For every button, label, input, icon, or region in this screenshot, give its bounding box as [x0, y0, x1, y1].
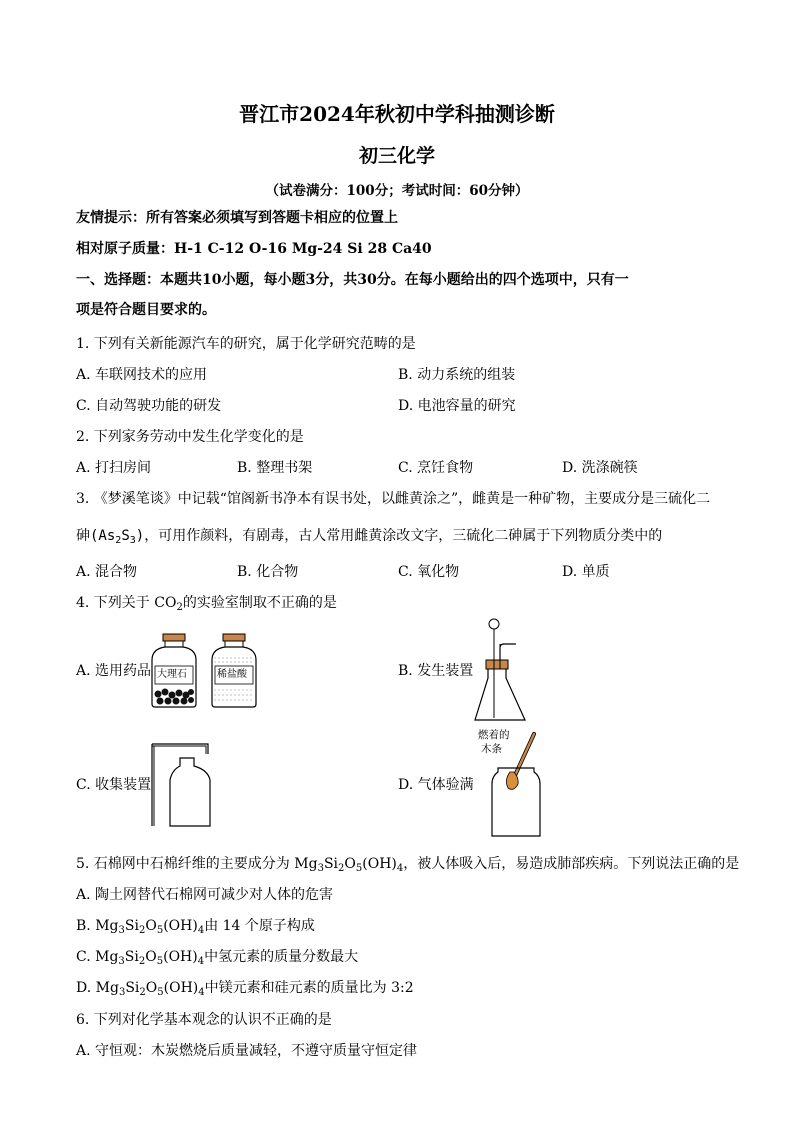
q1-option-c: C. 自动驾驶功能的研发 [76, 398, 222, 414]
section-heading-line1: 一、选择题：本题共10小题，每小题3分，共30分。在每小题给出的四个选项中，只有一 [76, 272, 629, 288]
q4-option-d: D. 气体验满 [398, 777, 474, 793]
q6-option-a: A. 守恒观：木炭燃烧后质量减轻，不遵守质量守恒定律 [76, 1043, 418, 1059]
q6-stem: 6. 下列对化学基本观念的认识不正确的是 [76, 1012, 332, 1028]
q3-stem-pre: 砷 [76, 528, 90, 544]
q1-stem: 1. 下列有关新能源汽车的研究，属于化学研究范畴的是 [76, 336, 416, 352]
q3-stem-line1: 3. 《梦溪笔谈》中记载“馆阁新书净本有误书处，以雌黄涂之”，雌黄是一种矿物，主要成分是三硫化二 [76, 491, 711, 507]
q5-option-a: A. 陶土网替代石棉网可减少对人体的危害 [76, 887, 334, 903]
q1-option-a: A. 车联网技术的应用 [76, 367, 208, 383]
splint-label-2: 木条 [481, 743, 502, 755]
section-heading-line2: 项是符合题目要求的。 [76, 302, 216, 318]
q4-option-b: B. 发生装置 [398, 663, 474, 679]
q5-stem-post: ，被人体吸入后，易造成肺部疾病。下列说法正确的是 [403, 856, 740, 872]
q3-option-a: A. 混合物 [76, 564, 138, 580]
q3-option-d: D. 单质 [562, 564, 610, 580]
q3-option-b: B. 化合物 [237, 564, 299, 580]
atomic-masses: 相对原子质量：H-1 C-12 O-16 Mg-24 Si 28 Ca40 [76, 241, 432, 257]
q5-option-d: D. $Mg_3Si_2O_5(OH)_4$中镁元素和硅元素的质量比为 3:2 [76, 980, 414, 998]
q3-stem-line2 [76, 527, 662, 550]
q4-stem: 4. 下列关于 $CO_2$的实验室制取不正确的是 [76, 595, 337, 613]
q4-stem-pre: 4. 下列关于 CO [76, 595, 177, 611]
q4-option-a: A. 选用药品 [76, 663, 152, 679]
q1-option-d: D. 电池容量的研究 [398, 398, 516, 414]
q5-option-d-text: 中镁元素和硅元素的质量比为 3:2 [204, 980, 414, 996]
q5-stem-pre: 5. 石棉网中石棉纤维的主要成分为 Mg [76, 856, 318, 872]
q5-option-b: B. $Mg_3Si_2O_5(OH)_4$由 14 个原子构成 [76, 918, 315, 936]
q4-option-c: C. 收集装置 [76, 777, 152, 793]
q2-option-b: B. 整理书架 [237, 460, 313, 476]
q4-stem-post: 的实验室制取不正确的是 [182, 595, 337, 611]
splint-label-1: 燃着的 [478, 729, 510, 741]
q1-option-b: B. 动力系统的组装 [398, 367, 516, 383]
acid-label: 稀盐酸 [217, 669, 247, 680]
q2-option-a: A. 打扫房间 [76, 460, 152, 476]
q5-option-c-text: 中氢元素的质量分数最大 [204, 949, 359, 965]
q5-option-c: C. $Mg_3Si_2O_5(OH)_4$中氢元素的质量分数最大 [76, 949, 359, 967]
exam-info: （试卷满分：100分；考试时间：60分钟） [265, 183, 529, 199]
q2-option-d: D. 洗涤碗筷 [562, 460, 638, 476]
q2-stem: 2. 下列家务劳动中发生化学变化的是 [76, 429, 304, 445]
q5-option-b-text: 由 14 个原子构成 [204, 918, 315, 934]
arsenic-sulfide-formula: $(As_2S_3)$ [90, 528, 145, 546]
exam-title: 晋江市2024年秋初中学科抽测诊断 [239, 102, 555, 126]
q3-option-c: C. 氧化物 [398, 564, 460, 580]
friendly-tip: 友情提示：所有答案必须填写到答题卡相应的位置上 [76, 210, 398, 226]
q3-stem-post: ，可用作颜料，有剧毒，古人常用雌黄涂改文字，三硫化二砷属于下列物质分类中的 [144, 528, 663, 544]
collection-apparatus-figure [150, 740, 214, 832]
q5-stem: 5. 石棉网中石棉纤维的主要成分为 $Mg_3Si_2O_5(OH)_4$，被人体吸入后，易造成肺部疾病。下列说法正确的是 [76, 856, 740, 874]
exam-subject: 初三化学 [358, 145, 435, 167]
generation-apparatus-figure [472, 618, 532, 724]
marble-label: 大理石 [157, 669, 187, 680]
q2-option-c: C. 烹饪食物 [398, 460, 474, 476]
